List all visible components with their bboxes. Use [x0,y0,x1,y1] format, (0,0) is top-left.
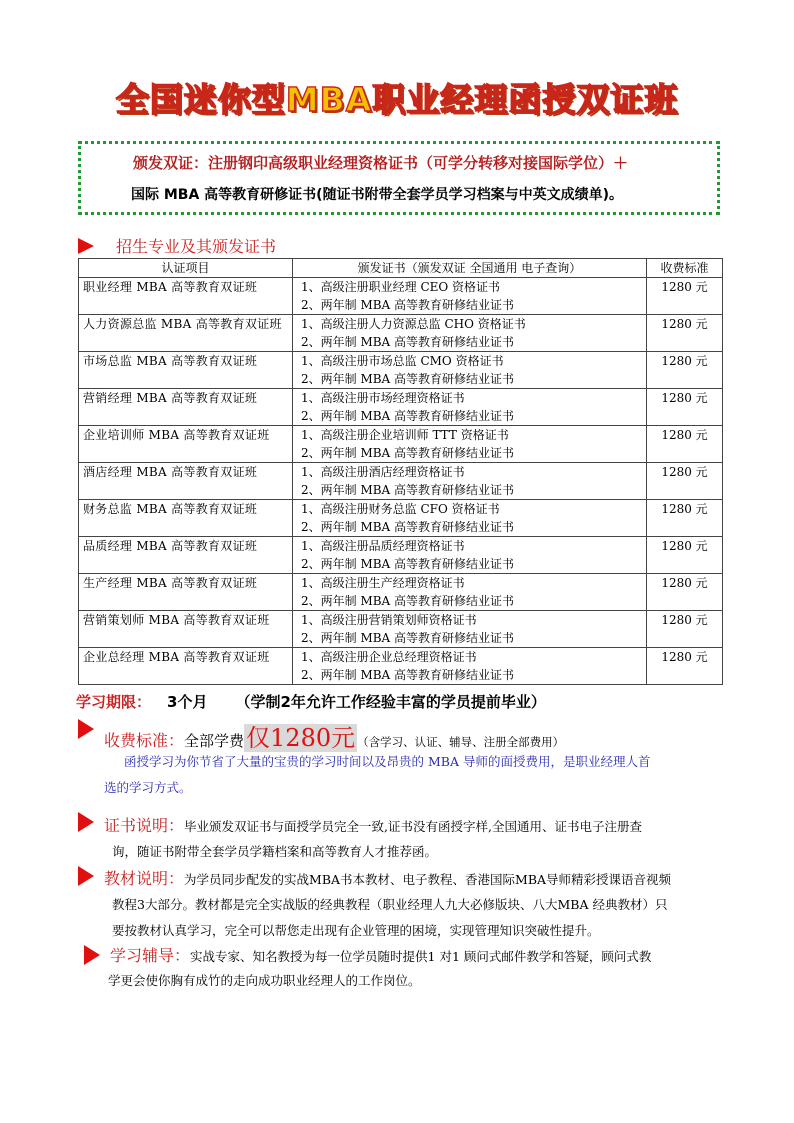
materials-label: 教材说明： [104,869,185,888]
program-cell: 品质经理 MBA 高等教育双证班 [79,537,293,574]
fee-cell: 1280 元 [647,611,723,648]
fee-desc-line-1: 函授学习为你节省了大量的宝贵的学习时间以及昂贵的 MBA 导师的面授费用，是职业经理人首 [124,754,651,769]
program-cell: 企业培训师 MBA 高等教育双证班 [79,426,293,463]
banner-line-2: 国际 MBA 高等教育研修证书(随证书附带全套学员学习档案与中英文成绩单)。 [131,187,623,203]
table-row [79,352,723,389]
certificate-table [78,258,723,685]
table-row [79,611,723,648]
table-row [79,574,723,611]
certificate-cell [293,278,647,315]
period-note: （学制2年允许工作经验丰富的学员提前毕业） [235,693,546,711]
arrow-icon [78,238,94,254]
fee-cell: 1280 元 [647,500,723,537]
table-header-row [79,259,723,278]
table-row [79,389,723,426]
certificate-line-2: 2、两年制 MBA 高等教育研修结业证书 [301,446,515,460]
fee-standard [104,718,564,753]
materials-line-1: 为学员同步配发的实战MBA书本教材、电子教程、香港国际MBA导师精彩授课语音视频 [184,872,672,887]
fee-cell: 1280 元 [647,574,723,611]
certificate-cell [293,389,647,426]
certificate-line-1: 1、高级注册职业经理 CEO 资格证书 [301,280,501,294]
certificate-cell [293,648,647,685]
header-fee: 收费标准 [647,259,723,278]
fee-cell: 1280 元 [647,278,723,315]
program-cell: 企业总经理 MBA 高等教育双证班 [79,648,293,685]
materials-line-2: 教程3大部分。教材都是完全实战版的经典教程（职业经理人九大必修版块、八大MBA 经典教材）只 [112,897,668,912]
certificate-cell [293,426,647,463]
fee-cell: 1280 元 [647,648,723,685]
fee-cell: 1280 元 [647,315,723,352]
tutoring-line-2: 学更会使你胸有成竹的走向成功职业经理人的工作岗位。 [108,973,421,988]
section-title: 招生专业及其颁发证书 [116,237,277,256]
certificate-line-1: 1、高级注册财务总监 CFO 资格证书 [301,502,500,516]
fee-highlight: 仅1280元 [246,724,356,752]
certificate-line-1: 1、高级注册人力资源总监 CHO 资格证书 [301,317,526,331]
certificate-banner [78,141,720,215]
period-label: 学习期限： [76,693,152,711]
program-cell: 财务总监 MBA 高等教育双证班 [79,500,293,537]
fee-cell: 1280 元 [647,426,723,463]
certificate-line-2: 2、两年制 MBA 高等教育研修结业证书 [301,668,515,682]
certificate-cell [293,611,647,648]
certificate-line-1: 1、高级注册酒店经理资格证书 [301,465,465,479]
table-row [79,278,723,315]
certificate-line-1: 1、高级注册市场总监 CMO 资格证书 [301,354,504,368]
certificate-line-1: 1、高级注册企业培训师 TTT 资格证书 [301,428,509,442]
certificate-line-2: 2、两年制 MBA 高等教育研修结业证书 [301,557,515,571]
certificate-cell [293,574,647,611]
cert-note [104,813,642,840]
certificate-cell [293,352,647,389]
program-cell: 人力资源总监 MBA 高等教育双证班 [79,315,293,352]
table-row [79,426,723,463]
certificate-cell [293,500,647,537]
table-row [79,463,723,500]
certificate-cell [293,537,647,574]
cert-note-line-1: 毕业颁发双证书与面授学员完全一致,证书没有函授字样,全国通用、证书电子注册查 [184,819,642,834]
fee-label: 收费标准： [104,731,185,750]
certificate-line-2: 2、两年制 MBA 高等教育研修结业证书 [301,335,515,349]
fee-prefix: 全部学费 [184,732,245,750]
cert-note-label: 证书说明： [104,816,185,835]
table-row [79,315,723,352]
study-period [76,691,546,712]
fee-suffix: （含学习、认证、辅导、注册全部费用） [357,735,565,749]
certificate-line-2: 2、两年制 MBA 高等教育研修结业证书 [301,520,515,534]
program-cell: 市场总监 MBA 高等教育双证班 [79,352,293,389]
page-title: 全国迷你型MBA职业经理函授双证班 [115,80,679,119]
banner-line-1: 颁发双证：注册钢印高级职业经理资格证书（可学分转移对接国际学位）＋ [133,154,629,172]
arrow-icon [84,945,104,967]
materials-note [104,866,671,893]
tutoring-label: 学习辅导： [110,946,191,965]
table-row [79,537,723,574]
arrow-icon [78,866,98,888]
certificate-line-1: 1、高级注册生产经理资格证书 [301,576,465,590]
certificate-line-2: 2、两年制 MBA 高等教育研修结业证书 [301,594,515,608]
certificate-line-2: 2、两年制 MBA 高等教育研修结业证书 [301,483,515,497]
certificate-line-2: 2、两年制 MBA 高等教育研修结业证书 [301,372,515,386]
certificate-line-1: 1、高级注册营销策划师资格证书 [301,613,477,627]
arrow-icon [78,719,98,741]
period-value: 3个月 [167,693,208,711]
fee-cell: 1280 元 [647,463,723,500]
certificate-line-1: 1、高级注册企业总经理资格证书 [301,650,477,664]
fee-cell: 1280 元 [647,352,723,389]
certificate-line-2: 2、两年制 MBA 高等教育研修结业证书 [301,298,515,312]
tutoring-note [110,943,651,970]
certificate-cell [293,315,647,352]
cert-note-line-2: 询，随证书附带全套学员学籍档案和高等教育人才推荐函。 [112,844,438,859]
certificate-line-1: 1、高级注册品质经理资格证书 [301,539,465,553]
certificate-line-1: 1、高级注册市场经理资格证书 [301,391,465,405]
certificate-cell [293,463,647,500]
fee-desc-line-2: 选的学习方式。 [104,780,192,795]
program-cell: 酒店经理 MBA 高等教育双证班 [79,463,293,500]
program-cell: 营销经理 MBA 高等教育双证班 [79,389,293,426]
header-certificate: 颁发证书（颁发双证 全国通用 电子查询） [293,259,647,278]
certificate-line-2: 2、两年制 MBA 高等教育研修结业证书 [301,409,515,423]
tutoring-line-1: 实战专家、知名教授为每一位学员随时提供1 对1 顾问式邮件教学和答疑，顾问式教 [190,949,652,964]
materials-line-3: 要按教材认真学习，完全可以帮您走出现有企业管理的困境，实现管理知识突破性提升。 [112,923,600,938]
fee-cell: 1280 元 [647,537,723,574]
certificate-line-2: 2、两年制 MBA 高等教育研修结业证书 [301,631,515,645]
table-row [79,648,723,685]
fee-cell: 1280 元 [647,389,723,426]
section-heading [78,234,276,257]
program-cell: 职业经理 MBA 高等教育双证班 [79,278,293,315]
arrow-icon [78,812,98,834]
program-cell: 生产经理 MBA 高等教育双证班 [79,574,293,611]
program-cell: 营销策划师 MBA 高等教育双证班 [79,611,293,648]
table-row [79,500,723,537]
header-program: 认证项目 [79,259,293,278]
